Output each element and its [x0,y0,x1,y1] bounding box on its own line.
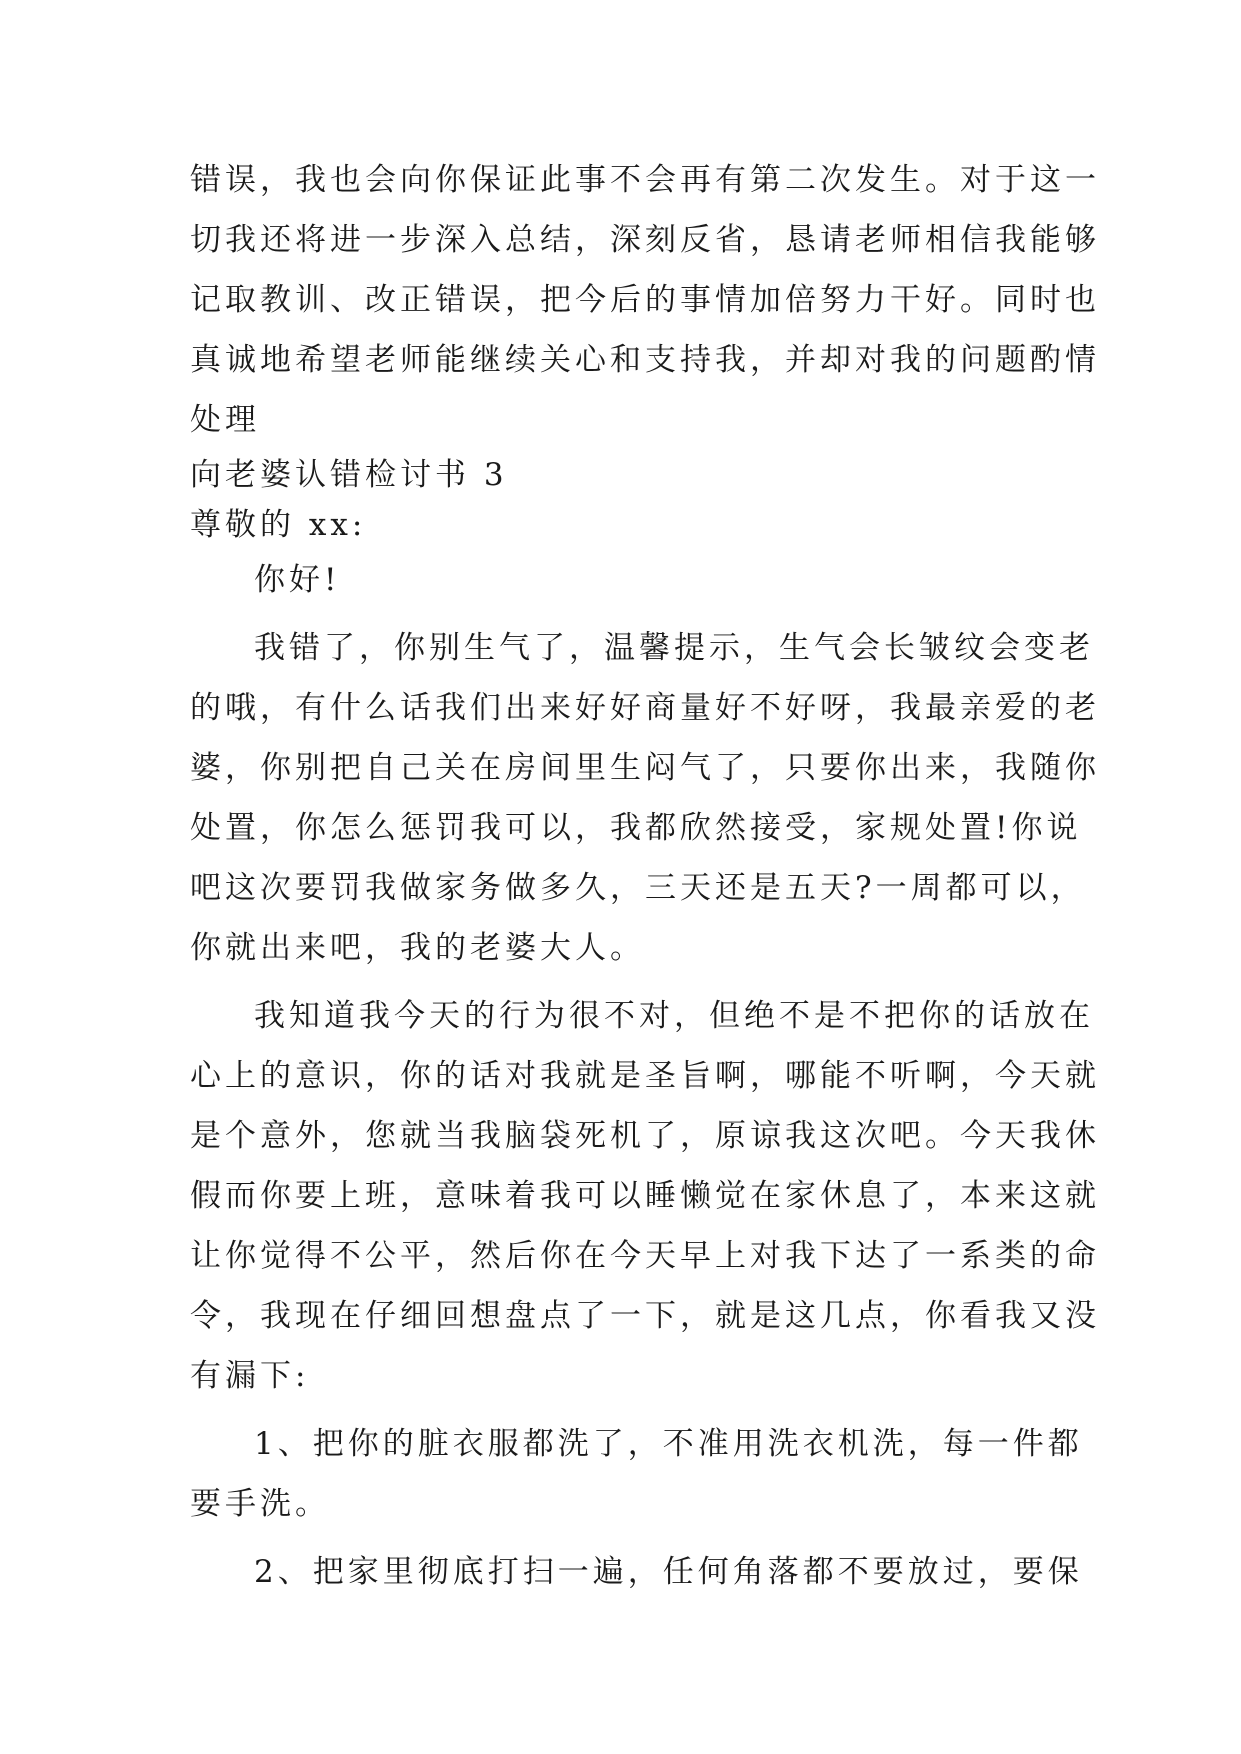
text-line: 处理 [190,402,260,438]
greeting: 你好! [254,562,341,598]
text-line: 记取教训、改正错误，把今后的事情加倍努力干好。同时也 [190,282,1100,318]
text-line: 处置，你怎么惩罚我可以，我都欣然接受，家规处置!你说 [190,810,1082,846]
text-line: 错误，我也会向你保证此事不会再有第二次发生。对于这一 [190,162,1100,198]
text-line: 我知道我今天的行为很不对，但绝不是不把你的话放在 [254,998,1094,1034]
text-line: 是个意外，您就当我脑袋死机了，原谅我这次吧。今天我休 [190,1118,1100,1154]
text-line: 让你觉得不公平，然后你在今天早上对我下达了一系类的命 [190,1238,1100,1274]
text-line: 你就出来吧，我的老婆大人。 [190,930,645,966]
text-line: 的哦，有什么话我们出来好好商量好不好呀，我最亲爱的老 [190,690,1100,726]
text-line: 要手洗。 [190,1486,330,1522]
document-page [190,150,1100,1602]
text-line: 假而你要上班，意味着我可以睡懒觉在家休息了，本来这就 [190,1178,1100,1214]
text-line: 我错了，你别生气了，温馨提示，生气会长皱纹会变老 [254,630,1094,666]
section-title: 向老婆认错检讨书 3 [190,457,508,493]
text-line: 心上的意识，你的话对我就是圣旨啊，哪能不听啊，今天就 [190,1058,1100,1094]
continuation-paragraph [190,150,1100,450]
text-line: 有漏下: [190,1358,310,1394]
text-line: 2、把家里彻底打扫一遍，任何角落都不要放过，要保 [254,1554,1083,1590]
list-item [190,1414,1083,1534]
list-item [190,1542,1083,1602]
text-line: 吧这次要罚我做家务做多久，三天还是五天?一周都可以， [190,870,1086,906]
paragraph [190,986,1100,1406]
text-line: 1、把你的脏衣服都洗了，不准用洗衣机洗，每一件都 [254,1426,1083,1462]
text-line: 令，我现在仔细回想盘点了一下，就是这几点，你看我又没 [190,1298,1100,1334]
text-line: 婆，你别把自己关在房间里生闷气了，只要你出来，我随你 [190,750,1100,786]
text-line: 切我还将进一步深入总结，深刻反省，恳请老师相信我能够 [190,222,1100,258]
paragraph [190,618,1100,978]
text-line: 真诚地希望老师能继续关心和支持我，并却对我的问题酌情 [190,342,1100,378]
salutation: 尊敬的 xx: [190,507,367,543]
